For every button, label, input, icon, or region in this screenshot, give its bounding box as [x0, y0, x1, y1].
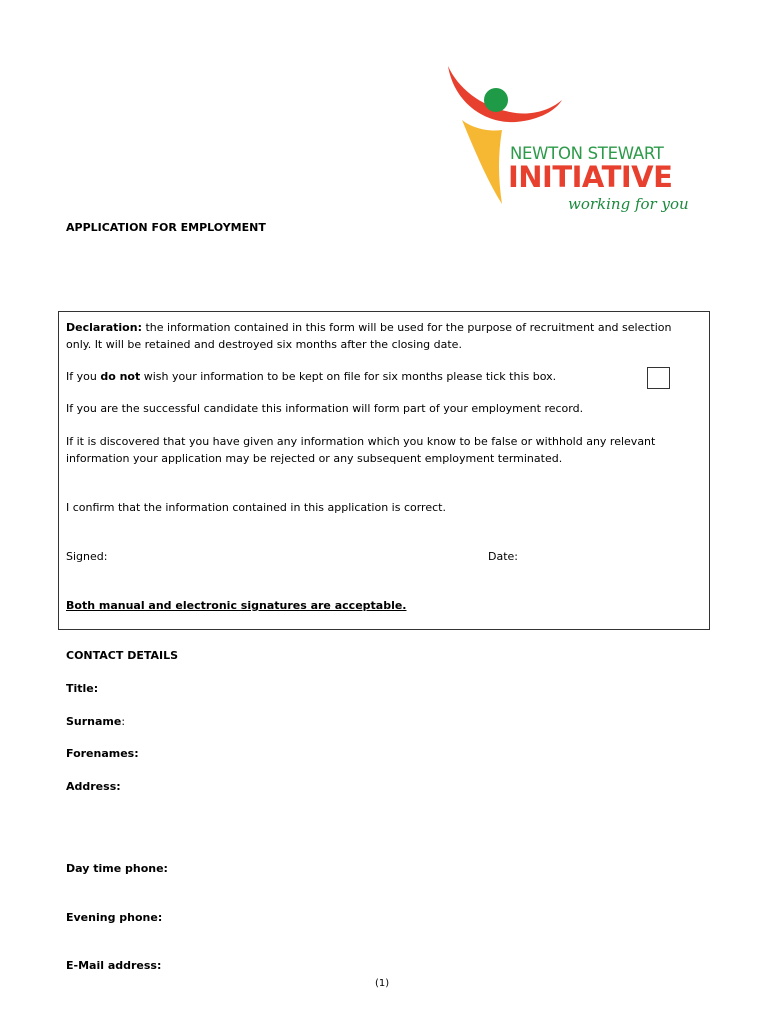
day-phone-label: Day time phone:	[66, 862, 168, 875]
declaration-lead: Declaration:	[66, 321, 142, 334]
surname-field-label	[66, 713, 125, 730]
surname-label: Surname	[66, 715, 122, 728]
contact-details-heading: CONTACT DETAILS	[66, 649, 179, 662]
page-number: (1)	[375, 978, 390, 989]
declaration-box	[58, 311, 710, 630]
opt-out-emphasis: do not	[100, 370, 141, 383]
declaration-paragraph-1	[66, 319, 671, 336]
employment-record-statement: If you are the successful candidate this information will form part of your employment record.	[66, 402, 584, 415]
email-label: E-Mail address:	[66, 959, 162, 972]
logo-text-line1: NEWTON STEWART	[510, 144, 664, 163]
logo-tagline: working for you	[568, 195, 689, 213]
signatures-note: Both manual and electronic signatures are acceptable.	[66, 599, 407, 612]
logo-green-head	[484, 88, 508, 112]
logo-yellow-body	[462, 120, 502, 204]
forenames-label: Forenames:	[66, 747, 139, 760]
logo-text-line2: INITIATIVE	[508, 160, 673, 194]
confirm-statement: I confirm that the information contained in this application is correct.	[66, 501, 446, 514]
title-label: Title:	[66, 682, 99, 695]
surname-colon: :	[121, 715, 126, 728]
false-info-statement-line1: If it is discovered that you have given any information which you know to be false or withhold any relevant	[66, 435, 656, 448]
evening-phone-label: Evening phone:	[66, 911, 163, 924]
false-info-statement-line2: information your application may be rejected or any subsequent employment terminated.	[66, 452, 563, 465]
opt-out-suffix: wish your information to be kept on file for six months please tick this box.	[140, 370, 557, 383]
form-title: APPLICATION FOR EMPLOYMENT	[66, 221, 266, 234]
organization-logo	[444, 62, 690, 220]
opt-out-checkbox[interactable]	[647, 367, 670, 389]
opt-out-prefix: If you	[66, 370, 101, 383]
address-label: Address:	[66, 780, 121, 793]
date-label: Date:	[488, 550, 518, 563]
declaration-text-line2: only. It will be retained and destroyed six months after the closing date.	[66, 338, 462, 351]
declaration-text: the information contained in this form will be used for the purpose of recruitment and selection	[141, 321, 672, 334]
signed-label: Signed:	[66, 550, 108, 563]
opt-out-statement	[66, 368, 556, 385]
